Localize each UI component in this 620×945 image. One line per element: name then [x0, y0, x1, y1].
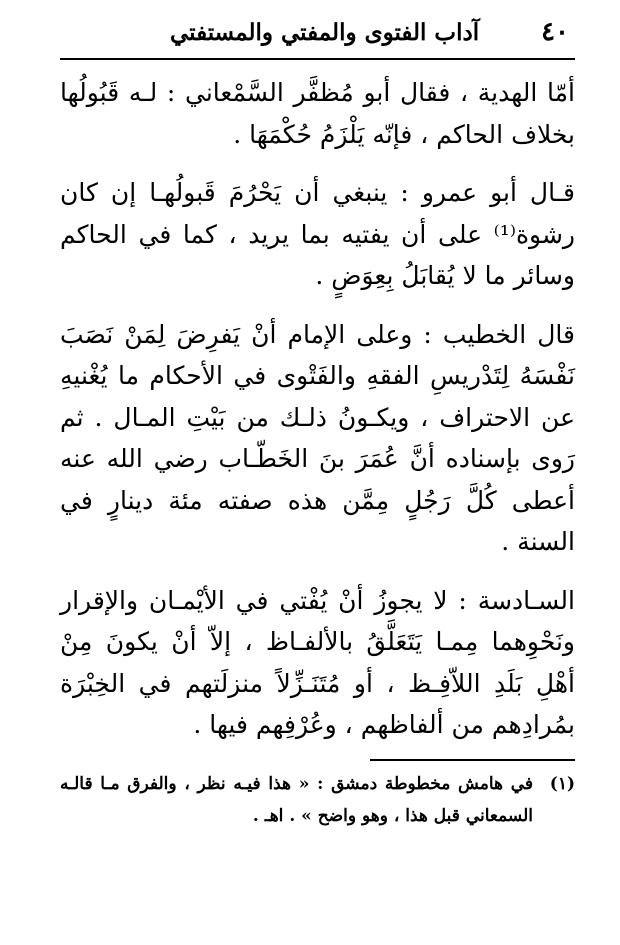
header-rule: [60, 58, 575, 60]
page-header: [60, 12, 575, 52]
footnote-marker: (١): [549, 774, 575, 794]
paragraph-abu-amr: قـال أبو عمرو : ينبغي أن يَحْرُمَ قَبولُهـا إن كان رشوة⁽¹⁾ على أن يفتيه بما يريد ، كما في الحاكم وسائر ما لا يُقابَلُ بِعِوَضٍ .: [60, 178, 575, 290]
footnote-text: في هامش مخطوطة دمشق : « هذا فيـه نظر ، والفرق مـا قالـه السمعاني قبل هذا ، وهو واضح » . اهـ .: [60, 774, 533, 826]
page-number: ٤٠: [541, 17, 569, 47]
paragraph-gift: أمّا الهدية ، فقال أبو مُظفَّر السَّمْعاني : لـه قَبُولُها بخلاف الحاكم ، فإنّه يَلْزَمُ حُكْمَهَا .: [60, 78, 575, 149]
paragraph-khatib: قال الخطيب : وعلى الإمام أنْ يَفرِضَ لِمَنْ نَصَبَ نَفْسَهُ لِتَدْريسِ الفقهِ والفَتْوى في الأحكام ما يُغْنيهِ عن الاحتراف ، ويكـونُ ذلـك من بَيْتِ المـال . ثم رَوى بإسناده أنَّ عُمَرَ بنَ الخَطّـاب رضي الله عنه أعطى كُلَّ رَجُلٍ مِمَّن هذه صفته مئة دينارٍ في السنة .: [60, 319, 575, 556]
paragraph-sixth: السـادسة : لا يجوزُ أنْ يُفْتي في الأيْمـان والإقرار ونَحْوِهما مِمـا يَتَعَلَّقُ بالألفـاظ ، إلاّ أنْ يكونَ مِنْ أهْلِ بَلَدِ اللاّفِـظ ، أو مُتَنَـزِّلاً منزلَتهم في الخِبْرَة بمُرادِهم من ألفاظهم ، وعُرْفِهم فيها .: [60, 585, 575, 739]
footnote-rule: [370, 759, 575, 761]
book-page: [60, 0, 575, 945]
running-title: آداب الفتوى والمفتي والمستفتي: [170, 18, 480, 46]
footnote: [60, 768, 575, 832]
main-text: [60, 72, 575, 763]
